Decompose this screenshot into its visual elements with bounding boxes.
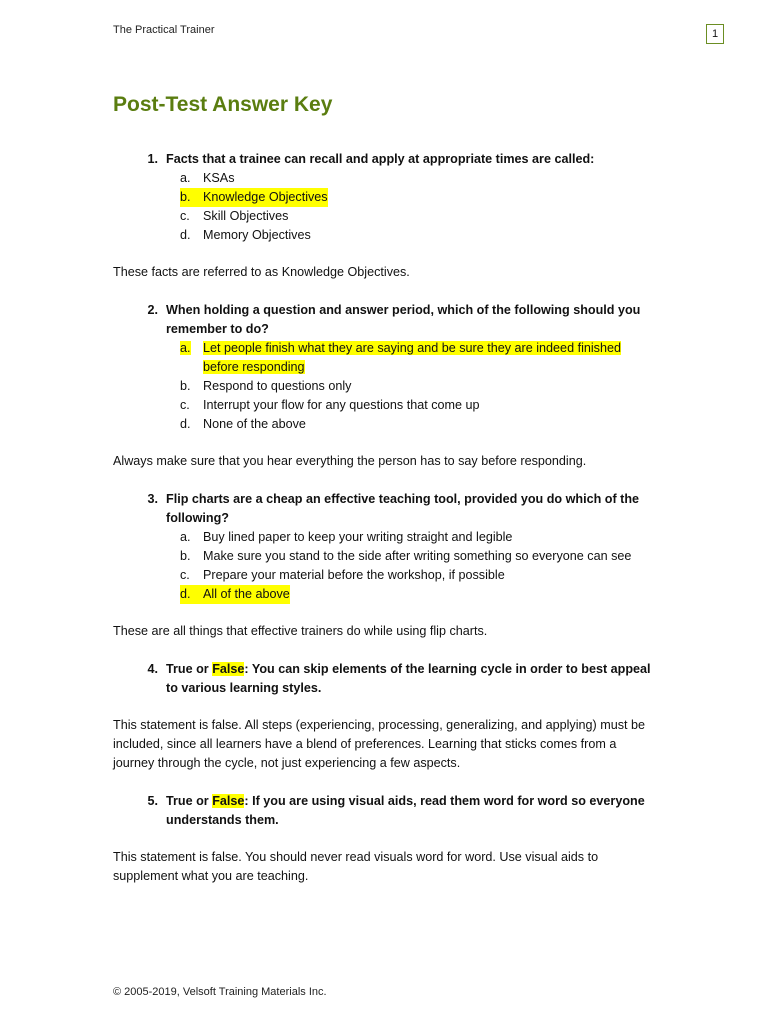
option — [180, 566, 658, 585]
running-header: The Practical Trainer — [113, 24, 215, 36]
option-text: None of the above — [203, 417, 306, 431]
option-text: Buy lined paper to keep your writing straight and legible — [203, 530, 513, 544]
statement-text: : You can skip elements of the learning cycle in order to best appeal to various learning styles. — [166, 662, 651, 695]
option-text: KSAs — [203, 171, 235, 185]
question-number: 1. — [147, 152, 158, 166]
question-1 — [113, 150, 658, 169]
options-list — [158, 339, 658, 434]
true-word: True or — [166, 794, 213, 808]
option — [180, 396, 658, 415]
footer-copyright: © 2005-2019, Velsoft Training Materials Inc. — [113, 986, 327, 998]
option — [180, 377, 658, 396]
options-list — [158, 169, 658, 245]
true-word: True or — [166, 662, 213, 676]
explanation: Always make sure that you hear everything the person has to say before responding. — [113, 454, 587, 468]
option — [180, 528, 658, 547]
answer-key-content — [113, 150, 658, 886]
option — [180, 415, 658, 434]
false-word-answer: False — [212, 794, 245, 808]
question-number: 3. — [147, 492, 158, 506]
option-correct — [180, 339, 658, 377]
option-text: Make sure you stand to the side after writing something so everyone can see — [203, 549, 632, 563]
option-letter: c. — [180, 568, 190, 582]
options-list — [158, 528, 658, 604]
question-5 — [113, 792, 658, 830]
question-number: 5. — [147, 794, 158, 808]
question-2 — [113, 301, 658, 339]
question-text: Flip charts are a cheap an effective teaching tool, provided you do which of the following? — [166, 492, 640, 525]
option-letter: a. — [180, 530, 191, 544]
option-letter: d. — [180, 587, 191, 601]
option-text: Respond to questions only — [203, 379, 352, 393]
option-letter: a. — [180, 341, 191, 355]
option-text: Knowledge Objectives — [203, 190, 328, 204]
option-letter: b. — [180, 190, 191, 204]
option-text: Skill Objectives — [203, 209, 289, 223]
question-text: When holding a question and answer period, which of the following should you remember to do? — [166, 303, 641, 336]
question-4 — [113, 660, 658, 698]
option-text: Let people finish what they are saying and be sure they are indeed finished before responding — [203, 341, 621, 374]
option — [180, 226, 658, 245]
question-text: Facts that a trainee can recall and apply at appropriate times are called: — [166, 152, 595, 166]
option-correct — [180, 585, 658, 604]
option — [180, 547, 658, 566]
option-correct — [180, 188, 658, 207]
option-letter: b. — [180, 549, 191, 563]
page-number: 1 — [706, 24, 724, 44]
question-number: 4. — [147, 662, 158, 676]
option-letter: d. — [180, 228, 191, 242]
option-text: Memory Objectives — [203, 228, 311, 242]
option — [180, 169, 658, 188]
explanation: This statement is false. You should never read visuals word for word. Use visual aids to supplement what you are teaching. — [113, 850, 599, 883]
page-title: Post-Test Answer Key — [113, 93, 333, 116]
option-letter: c. — [180, 398, 190, 412]
option — [180, 207, 658, 226]
explanation: These are all things that effective trainers do while using flip charts. — [113, 624, 488, 638]
option-text: Prepare your material before the workshop, if possible — [203, 568, 505, 582]
question-text — [158, 660, 658, 698]
option-letter: d. — [180, 417, 191, 431]
option-letter: b. — [180, 379, 191, 393]
option-letter: c. — [180, 209, 190, 223]
false-word-answer: False — [212, 662, 245, 676]
question-text — [158, 792, 658, 830]
option-letter: a. — [180, 171, 191, 185]
statement-text: : If you are using visual aids, read them word for word so everyone understands them. — [166, 794, 645, 827]
option-text: Interrupt your flow for any questions that come up — [203, 398, 480, 412]
option-text: All of the above — [203, 587, 290, 601]
question-3 — [113, 490, 658, 528]
explanation: This statement is false. All steps (experiencing, processing, generalizing, and applying) must be included, since all learners have a blend of preferences. Learning that sticks comes from a journey through the cycle, not just experiencing a few aspects. — [113, 718, 646, 770]
question-number: 2. — [147, 303, 158, 317]
explanation: These facts are referred to as Knowledge Objectives. — [113, 265, 410, 279]
